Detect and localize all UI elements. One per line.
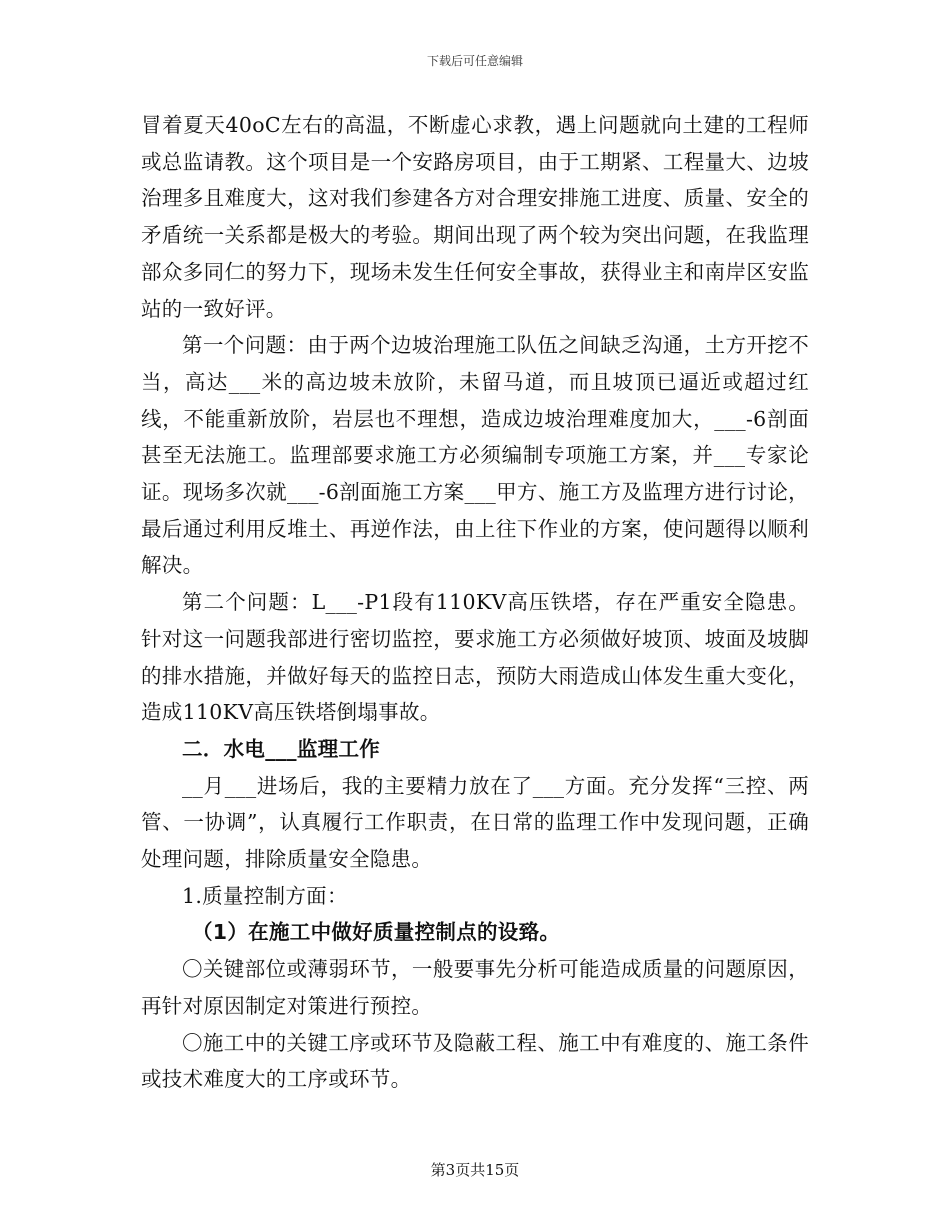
subheading-control-points: （1）在施工中做好质量控制点的设臵。	[192, 920, 561, 945]
page-footer: 第3页共15页	[430, 1161, 520, 1179]
paragraph-hydropower-intro: __月___进场后，我的主要精力放在了___方面。充分发挥“三控、两管、一协调”，认真履行工作职责，在日常的监理工作中发现问题，正确处理问题，排除质量安全隐患。	[141, 773, 809, 872]
document-body	[141, 107, 809, 1098]
paragraph-first-issue: 第一个问题：由于两个边坡治理施工队伍之间缺乏沟通，土方开挖不当，高达___米的高边坡未放阶，未留马道，而且坡顶已逼近或超过红线，不能重新放阶，岩层也不理想，造成边坡治理难度加大，___-6剖面甚至无法施工。监理部要求施工方必须编制专项施工方案，并___专家论证。现场多次就___-6剖面施工方案___甲方、施工方及监理方进行讨论，最后通过利用反堆土、再逆作法，由上往下作业的方案，使问题得以顺利解决。	[141, 333, 809, 578]
list-item-key-parts: 〇关键部位或薄弱环节，一般要事先分析可能造成质量的问题原因，再针对原因制定对策进行预控。	[141, 957, 809, 1018]
page-header: 下载后可任意编辑	[426, 54, 523, 68]
list-item-key-processes: 〇施工中的关键工序或环节及隐蔽工程、施工中有难度的、施工条件或技术难度大的工序或环节。	[141, 1030, 809, 1092]
paragraph-second-issue: 第二个问题：L___-P1段有110KV高压铁塔，存在严重安全隐患。针对这一问题我部进行密切监控，要求施工方必须做好坡顶、坡面及坡脚的排水措施，并做好每天的监控日志，预防大雨造成山体发生重大变化，造成110KV高压铁塔倒塌事故。	[141, 590, 809, 725]
subheading-quality-control: 1.质量控制方面：	[182, 883, 348, 908]
paragraph-continuation: 冒着夏天40oC左右的高温，不断虚心求教，遇上问题就向土建的工程师或总监请教。这个项目是一个安路房项目，由于工期紧、工程量大、边坡治理多且难度大，这对我们参建各方对合理安排施工进度、质量、安全的矛盾统一关系都是极大的考验。期间出现了两个较为突出问题，在我监理部众多同仁的努力下，现场未发生任何安全事故，获得业主和南岸区安监站的一致好评。	[141, 113, 809, 321]
section-heading-hydropower: 二．水电___监理工作	[182, 736, 381, 761]
